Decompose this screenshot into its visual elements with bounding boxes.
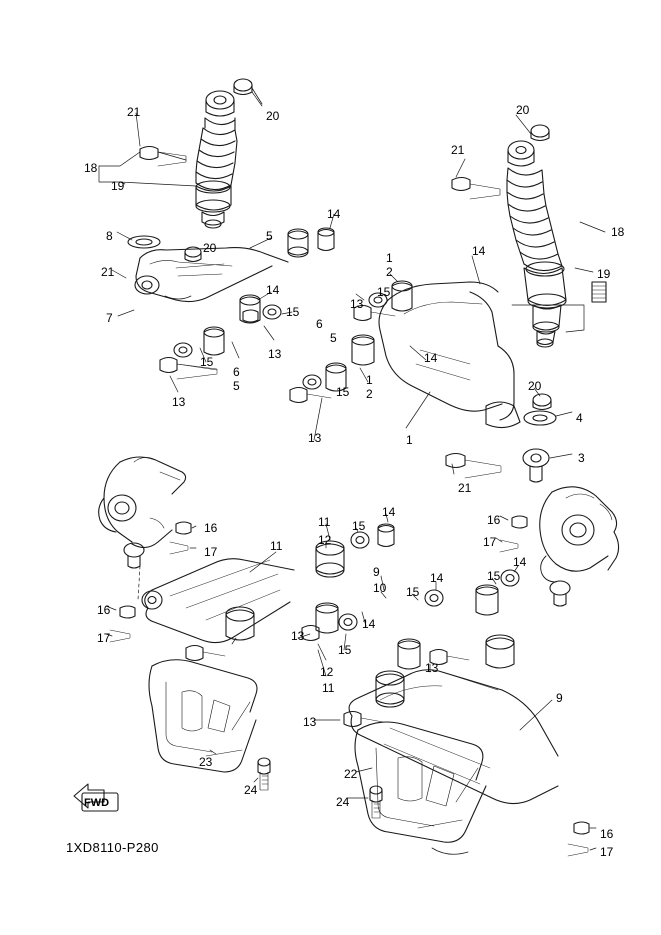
callout-number: 11 [270, 539, 283, 553]
callout-number: 13 [291, 629, 305, 643]
callout-number: 8 [106, 229, 113, 243]
left-lower-arm-guard [149, 660, 270, 790]
right-upper-arm [290, 256, 572, 482]
callout-number: 11 [318, 515, 331, 529]
callout-number: 13 [172, 395, 186, 409]
callout-number: 21 [127, 105, 141, 119]
callout-number: 21 [451, 143, 465, 157]
callout-number: 9 [373, 565, 380, 579]
callout-number: 14 [430, 571, 444, 585]
callout-number: 14 [472, 244, 486, 258]
callout-number: 10 [373, 581, 387, 595]
callout-number: 13 [350, 297, 364, 311]
callout-number: 20 [266, 109, 280, 123]
callout-number: 14 [424, 351, 438, 365]
callout-number: 18 [84, 161, 98, 175]
callout-number: 22 [344, 767, 358, 781]
left-steering-knuckle [99, 457, 196, 600]
callout-number: 17 [600, 845, 614, 859]
right-steering-knuckle [496, 487, 619, 606]
callout-number: 7 [106, 311, 113, 325]
callout-number: 17 [483, 535, 497, 549]
callout-number: 16 [204, 521, 218, 535]
callout-number: 2 [386, 265, 393, 279]
callout-number: 13 [425, 661, 439, 675]
callout-number: 15 [406, 585, 420, 599]
callout-number: 15 [200, 355, 214, 369]
callout-number: 15 [338, 643, 352, 657]
callout-number: 1 [366, 373, 373, 387]
callout-number: 5 [266, 229, 273, 243]
diagram-part-number: 1XD8110-P280 [66, 840, 159, 855]
callout-number: 19 [111, 179, 125, 193]
callout-number: 24 [244, 783, 258, 797]
callout-number: 14 [513, 555, 527, 569]
callout-number: 15 [377, 285, 391, 299]
callout-number: 3 [578, 451, 585, 465]
right-lower-arm [314, 566, 596, 856]
callout-number: 9 [556, 691, 563, 705]
callout-number: 16 [600, 827, 614, 841]
callout-number: 18 [611, 225, 625, 239]
callout-number: 14 [327, 207, 341, 221]
callout-number: 1 [406, 433, 413, 447]
callout-number: 5 [330, 331, 337, 345]
callout-number: 16 [487, 513, 501, 527]
callout-number: 4 [576, 411, 583, 425]
left-shock-absorber [99, 79, 262, 228]
callout-number: 14 [266, 283, 280, 297]
callout-number: 23 [199, 755, 213, 769]
callout-number: 15 [286, 305, 300, 319]
callout-number: 17 [204, 545, 218, 559]
callout-number: 21 [458, 481, 472, 495]
left-upper-arm [112, 214, 334, 392]
callout-number: 6 [316, 317, 323, 331]
callout-number: 19 [597, 267, 611, 281]
callout-number: 17 [97, 631, 111, 645]
callout-number: 1 [386, 251, 393, 265]
callout-number: 13 [303, 715, 317, 729]
callout-number: 13 [268, 347, 282, 361]
fwd-arrow-label: FWD [84, 797, 110, 809]
callout-number: 13 [308, 431, 322, 445]
callout-number: 20 [203, 241, 217, 255]
callout-number: 14 [362, 617, 376, 631]
callout-number: 5 [233, 379, 240, 393]
callout-number: 11 [322, 681, 335, 695]
callout-number: 12 [318, 533, 332, 547]
callout-number: 24 [336, 795, 350, 809]
callout-number: 20 [528, 379, 542, 393]
callout-number: 21 [101, 265, 115, 279]
callout-number: 14 [382, 505, 396, 519]
callout-number: 20 [516, 103, 530, 117]
callout-number: 15 [336, 385, 350, 399]
callout-number: 16 [97, 603, 111, 617]
callout-number: 12 [320, 665, 334, 679]
callout-number: 6 [233, 365, 240, 379]
callout-number: 2 [366, 387, 373, 401]
right-shock-absorber [452, 115, 606, 347]
right-lower-arm-guard [348, 722, 486, 854]
callout-number: 15 [352, 519, 366, 533]
callout-number: 15 [487, 569, 501, 583]
